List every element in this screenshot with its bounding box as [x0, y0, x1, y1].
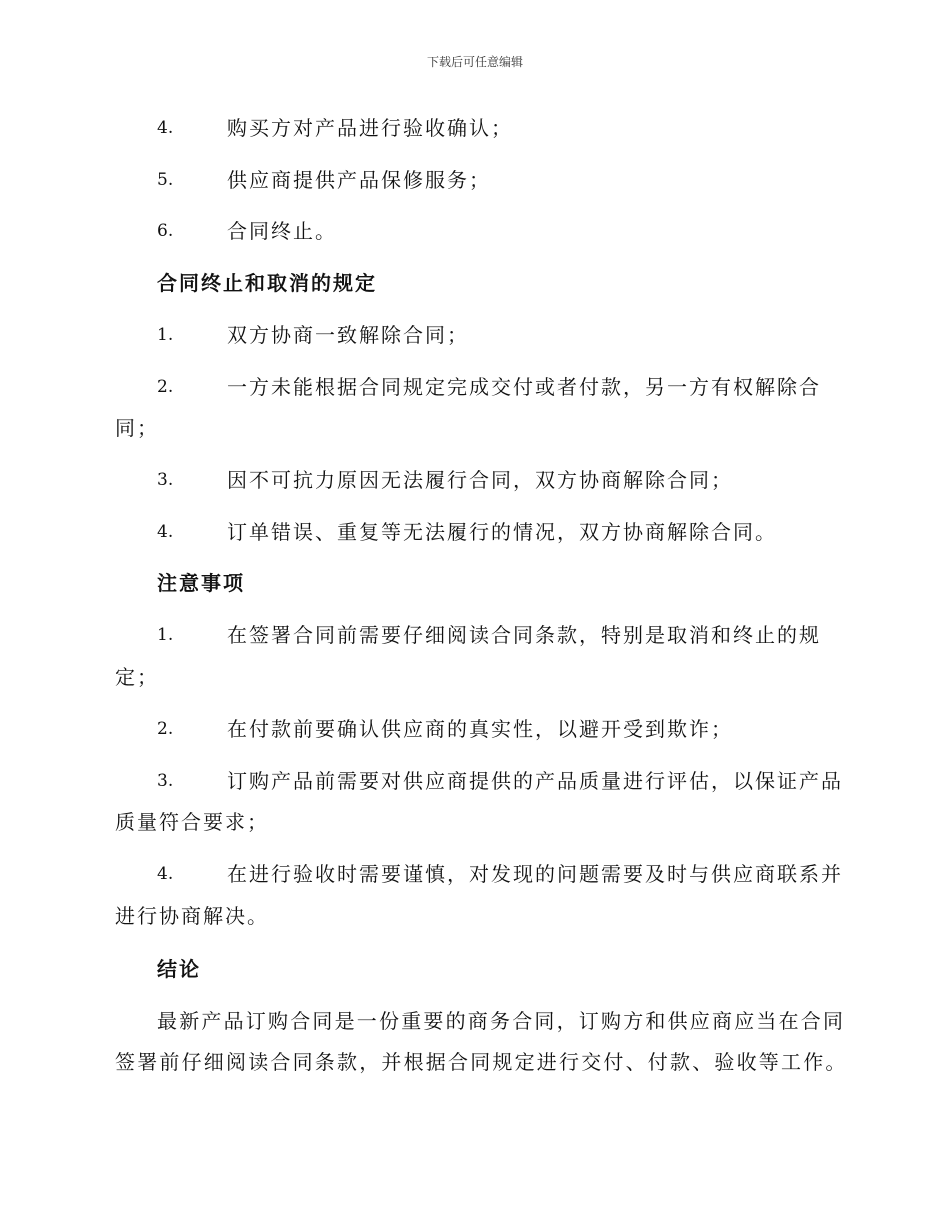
- list-text: 一方未能根据合同规定完成交付或者付款，另一方有权解除合: [227, 375, 821, 399]
- list-number: 2.: [157, 719, 174, 739]
- page-header: 下载后可任意编辑: [426, 55, 523, 69]
- conclusion-line-1: 最新产品订购合同是一份重要的商务合同，订购方和供应商应当在合同: [157, 1009, 846, 1033]
- list-text-continuation: 质量符合要求；: [115, 810, 269, 834]
- list-text: 在付款前要确认供应商的真实性，以避开受到欺诈；: [227, 717, 733, 741]
- list-text: 供应商提供产品保修服务；: [227, 168, 491, 192]
- list-text: 在进行验收时需要谨慎，对发现的问题需要及时与供应商联系并: [227, 862, 843, 886]
- list-number: 4.: [157, 864, 174, 884]
- list-number: 4.: [157, 118, 174, 138]
- list-text-continuation: 定；: [115, 665, 159, 689]
- section-heading-notes: 注意事项: [157, 571, 245, 595]
- list-text: 订购产品前需要对供应商提供的产品质量进行评估，以保证产品: [227, 769, 843, 793]
- list-text: 购买方对产品进行验收确认；: [227, 116, 513, 140]
- list-number: 1.: [157, 625, 174, 645]
- section-heading-termination: 合同终止和取消的规定: [157, 271, 377, 295]
- list-text-continuation: 同；: [115, 416, 159, 440]
- list-text: 在签署合同前需要仔细阅读合同条款，特别是取消和终止的规: [227, 623, 821, 647]
- list-number: 2.: [157, 377, 174, 397]
- section-heading-conclusion: 结论: [157, 957, 201, 981]
- list-number: 4.: [157, 522, 174, 542]
- list-text: 双方协商一致解除合同；: [227, 323, 469, 347]
- list-number: 1.: [157, 325, 174, 345]
- list-number: 5.: [157, 170, 174, 190]
- list-text: 订单错误、重复等无法履行的情况，双方协商解除合同。: [227, 520, 777, 544]
- list-text: 合同终止。: [227, 219, 337, 243]
- list-number: 3.: [157, 771, 174, 791]
- list-number: 6.: [157, 221, 174, 241]
- list-number: 3.: [157, 470, 174, 490]
- conclusion-line-2: 签署前仔细阅读合同条款，并根据合同规定进行交付、付款、验收等工作。: [115, 1050, 848, 1074]
- list-text-continuation: 进行协商解决。: [115, 904, 269, 928]
- list-text: 因不可抗力原因无法履行合同，双方协商解除合同；: [227, 468, 733, 492]
